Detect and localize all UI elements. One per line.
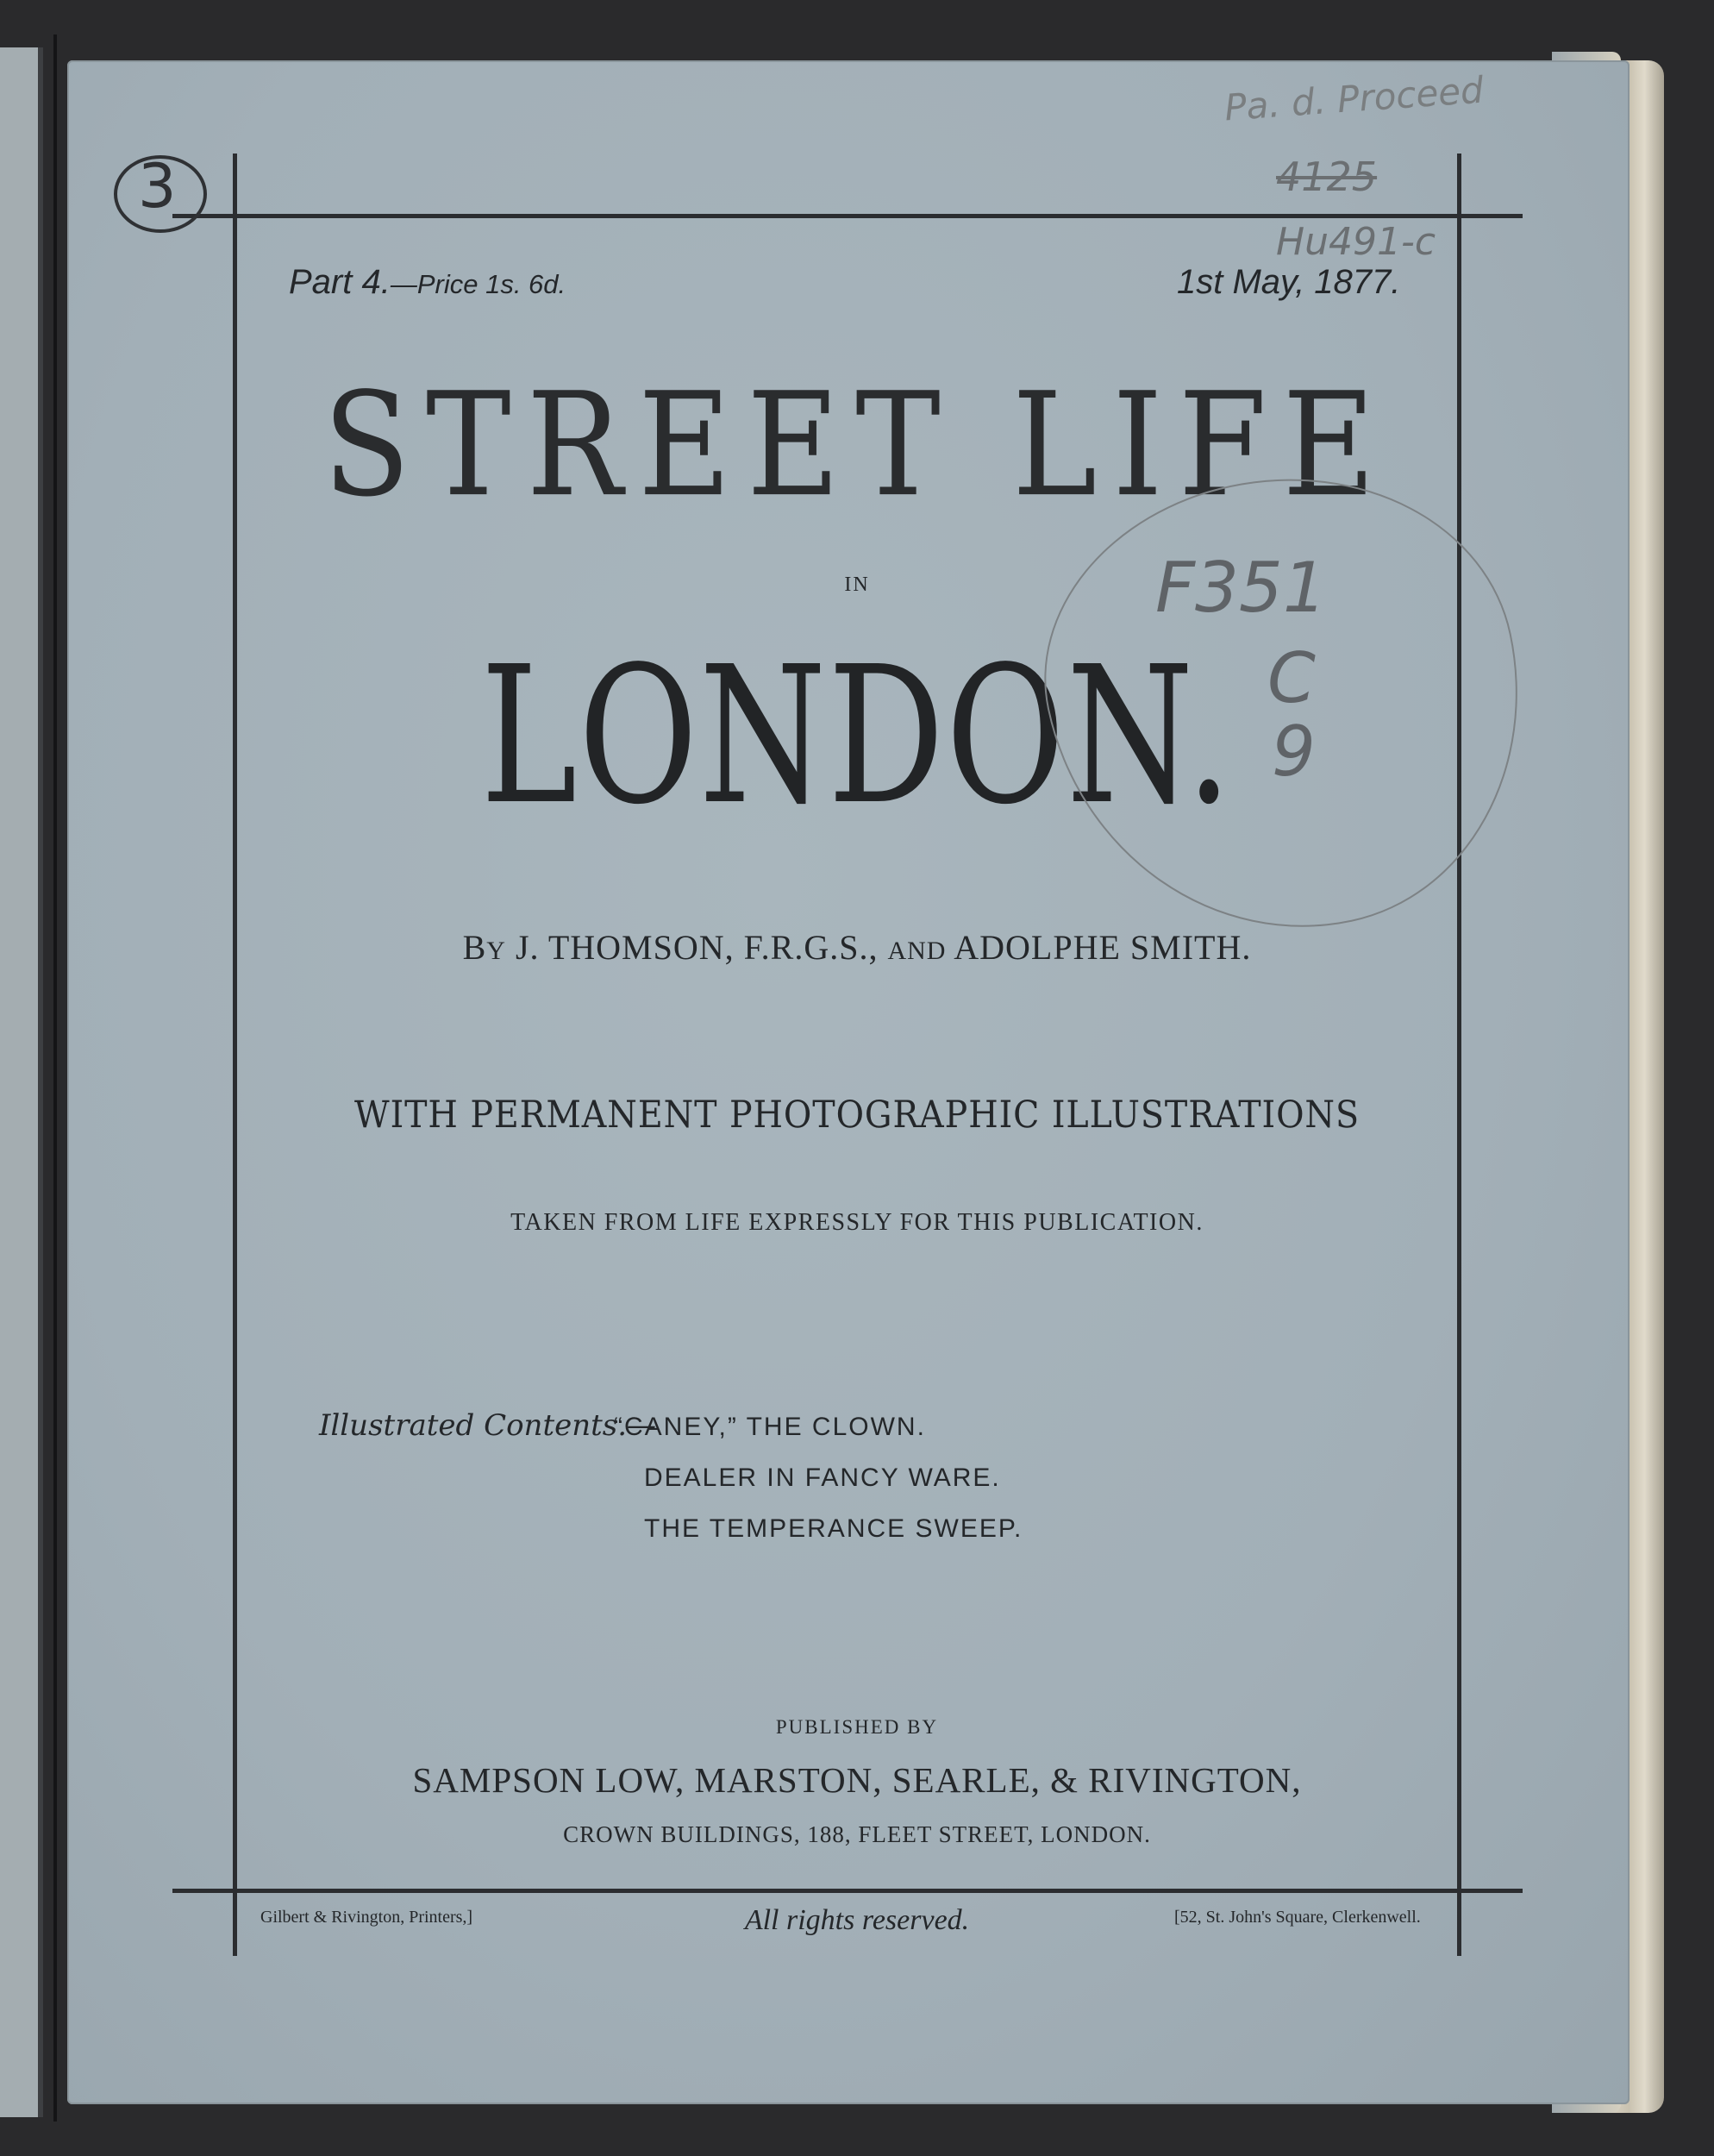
authors-line (0, 927, 1714, 968)
publisher-address: CROWN BUILDINGS, 188, FLEET STREET, LONDON. (563, 1821, 1151, 1847)
contents-item: THE TEMPERANCE SWEEP. (644, 1514, 1023, 1543)
gutter-line (53, 34, 57, 2122)
tagline: TAKEN FROM LIFE EXPRESSLY FOR THIS PUBLICATION. (510, 1209, 1204, 1236)
subtitle: WITH PERMANENT PHOTOGRAPHIC ILLUSTRATIONS (353, 1094, 1360, 1137)
part-label: Part 4. (289, 263, 391, 301)
contents-item: “CANEY,” THE CLOWN. (614, 1413, 926, 1441)
authors-names-2: ADOLPHE SMITH. (946, 928, 1252, 967)
left-page-edge (0, 47, 43, 2117)
shelfmark-line-3: 9 (1272, 711, 1316, 792)
authors-by-smallcaps: Y (486, 937, 506, 965)
frame-rule-top (172, 214, 1523, 218)
part-number (289, 263, 566, 302)
frame-rule-bottom (172, 1889, 1523, 1893)
title-line-1: STREET LIFE (322, 361, 1392, 529)
authors-names-1: J. THOMSON, F.R.G.S., (505, 928, 888, 967)
title-connector: IN (844, 573, 870, 596)
publisher-name: SAMPSON LOW, MARSTON, SEARLE, & RIVINGTON, (412, 1760, 1302, 1800)
handwritten-top-note: Pa. d. Proceed (1223, 68, 1486, 129)
title-line-2: LONDON. (480, 626, 1234, 847)
published-by: PUBLISHED BY (775, 1716, 939, 1738)
printers-credit: Gilbert & Rivington, Printers,] (260, 1908, 473, 1927)
issue-date: 1st May, 1877. (1177, 263, 1401, 301)
printer-address: [52, St. John's Square, Clerkenwell. (1174, 1908, 1421, 1927)
authors-by: B (462, 928, 487, 967)
authors-and: AND (887, 937, 947, 965)
price: —Price 1s. 6d. (390, 269, 566, 299)
rights-notice: All rights reserved. (744, 1904, 970, 1936)
contents-label: Illustrated Contents.— (319, 1408, 657, 1443)
contents-item: DEALER IN FANCY WARE. (644, 1463, 1001, 1492)
shelfmark-line-1: F351 (1155, 548, 1327, 628)
shelfmark-line-2: C (1267, 638, 1316, 718)
handwritten-code: Hu491-c (1276, 220, 1436, 264)
corner-number: 3 (138, 151, 177, 222)
handwritten-crossed-number: 4125 (1276, 154, 1378, 200)
